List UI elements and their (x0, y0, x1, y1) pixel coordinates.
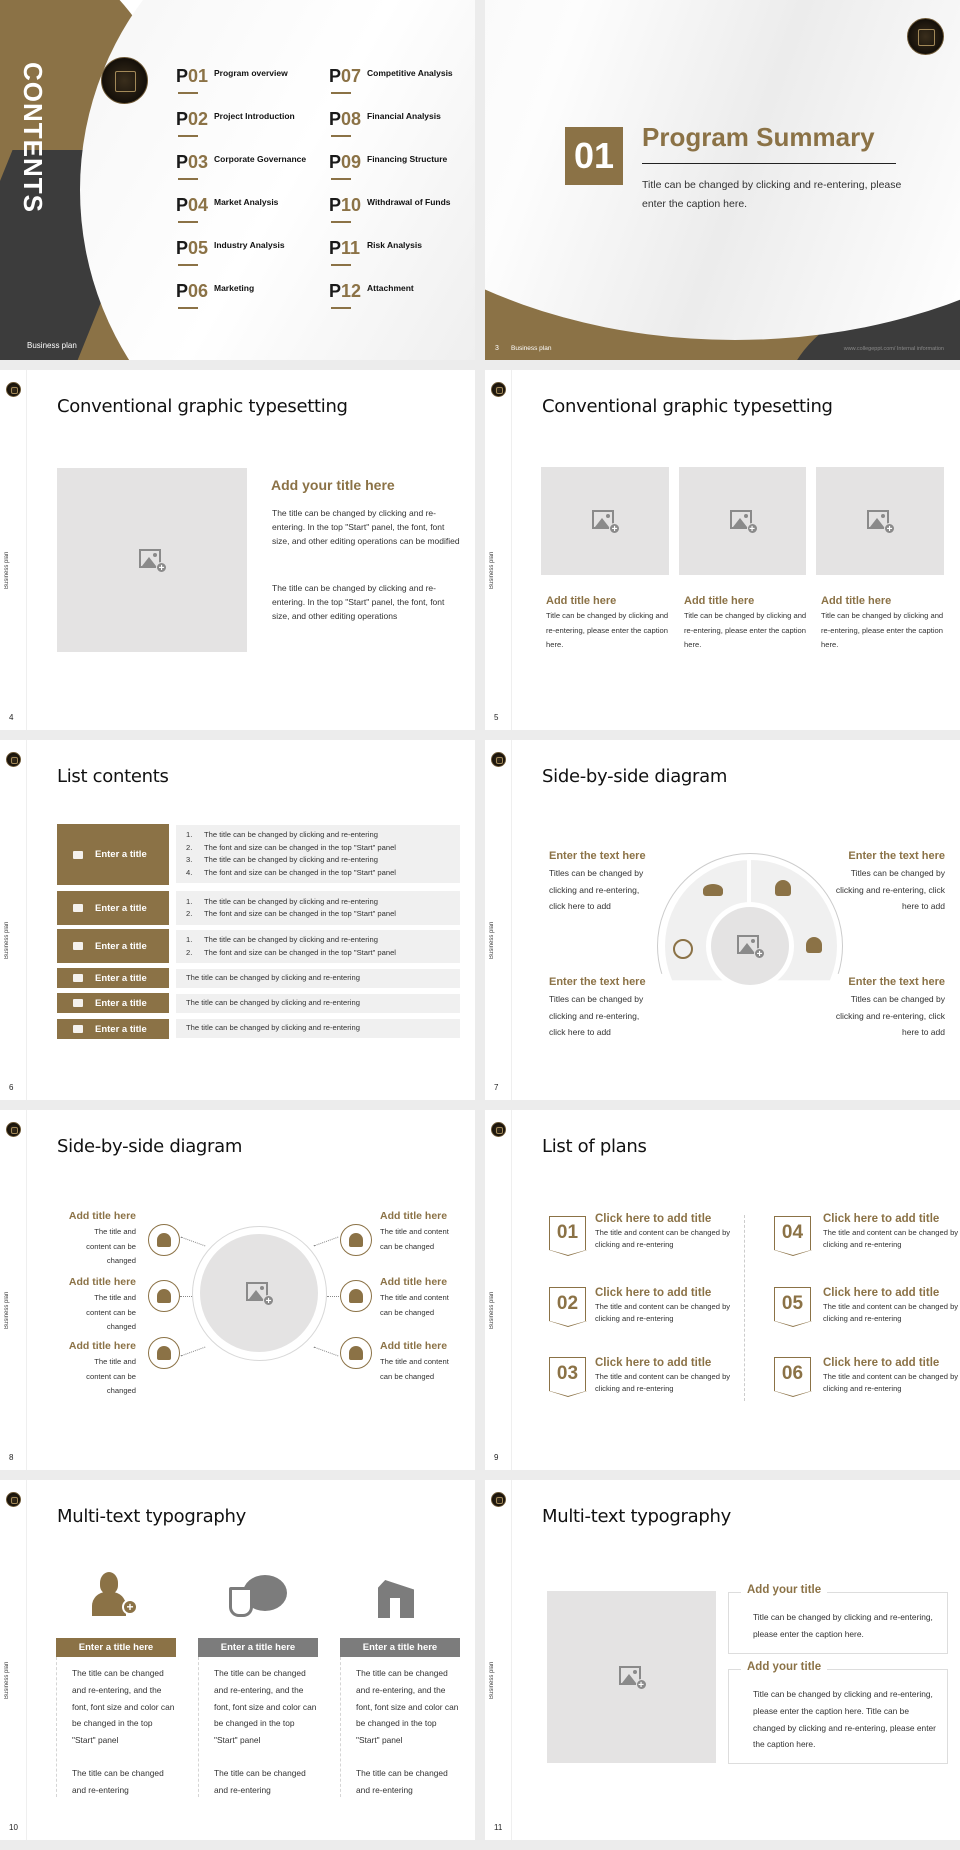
seal-logo-small (6, 1492, 21, 1507)
presentation-icon (73, 851, 83, 859)
page-number: 5 (494, 713, 499, 722)
side-label: Business plan (489, 1291, 495, 1329)
footer-label: Business plan (27, 341, 77, 350)
page-number: 6 (9, 1083, 14, 1092)
page-number: 11 (494, 1823, 503, 1832)
plan-number-badge: 02 (549, 1287, 586, 1321)
list-row-content[interactable]: The title can be changed by clicking and re-entering (176, 994, 460, 1013)
text-column[interactable]: Enter a title here The title can be changed and re-entering, and the font, font size and color can be changed in the top "Start" panel The title can be changed and re-entering (198, 1638, 318, 1797)
image-placeholder[interactable] (547, 1591, 716, 1763)
storefront-icon (340, 1337, 372, 1369)
person-icon (775, 880, 791, 896)
toc-item[interactable]: P01 Program overview (176, 66, 336, 102)
slide-list-contents[interactable] (0, 740, 475, 1100)
side-label: Business plan (489, 921, 495, 959)
footer-label: Business plan (511, 345, 552, 352)
slide-title[interactable]: Side-by-side diagram (542, 766, 728, 787)
card[interactable] (821, 595, 946, 653)
text-box[interactable]: Add your title Title can be changed by clicking and re-entering, please enter the caption here. Title can be changed by clicking and re-entering, please enter the caption here. (728, 1669, 948, 1764)
content-heading[interactable]: Add your title here (271, 477, 395, 493)
card-text: Title can be changed by clicking and re-entering, please enter the caption here. (821, 611, 944, 649)
list-row-label[interactable]: Enter a title (57, 824, 169, 885)
center-image-placeholder[interactable] (200, 1234, 318, 1352)
add-image-icon: + (737, 935, 763, 957)
text-block[interactable]: Add title here The title and content can be changed (380, 1276, 449, 1317)
plan-item[interactable]: Click here to add title The title and content can be changed by clicking and re-entering (823, 1287, 959, 1323)
list-row-label[interactable]: Enter a title (57, 891, 169, 925)
section-caption[interactable]: Title can be changed by clicking and re-entering, please enter the caption here. (642, 179, 902, 210)
text-block[interactable]: Enter the text here Titles can be changed by clicking and re-entering, click here to add (549, 976, 646, 1037)
plan-item[interactable]: Click here to add title The title and content can be changed by clicking and re-entering (823, 1213, 959, 1249)
users-icon (73, 904, 83, 912)
reader-icon (806, 937, 822, 953)
list-row-label[interactable]: Enter a title (57, 1019, 169, 1039)
side-label: Business plan (4, 921, 10, 959)
add-image-icon: + (730, 510, 756, 532)
team-icon (703, 884, 723, 896)
toc-item[interactable]: P08 Financial Analysis (329, 109, 475, 145)
plan-item[interactable]: Click here to add title The title and content can be changed by clicking and re-entering (595, 1287, 731, 1323)
title-divider (642, 163, 896, 164)
slide-title[interactable]: Multi-text typography (57, 1506, 246, 1527)
card[interactable] (546, 595, 671, 653)
plan-item[interactable]: Click here to add title The title and content can be changed by clicking and re-entering (595, 1357, 731, 1393)
slide-title[interactable]: Multi-text typography (542, 1506, 731, 1527)
column-header[interactable]: Enter a title here (198, 1638, 318, 1657)
slide-conventional-three[interactable] (485, 370, 960, 730)
page-number: 8 (9, 1453, 14, 1462)
team-icon (73, 999, 83, 1007)
slide-conventional-single[interactable] (0, 370, 475, 730)
text-block[interactable]: Add title here The title and content can be changed (68, 1340, 136, 1395)
toc-item[interactable]: P05 Industry Analysis (176, 238, 336, 274)
slide-multi-text-boxes[interactable] (485, 1480, 960, 1840)
slide-multi-text-columns[interactable] (0, 1480, 475, 1840)
toc-item[interactable]: P11 Risk Analysis (329, 238, 475, 274)
list-row-content[interactable]: The title can be changed by clicking and re-entering (176, 969, 460, 988)
hand-person-icon (73, 1025, 83, 1033)
document-icon (148, 1337, 180, 1369)
add-image-icon: + (246, 1282, 272, 1304)
person-add-icon: + (92, 1572, 140, 1618)
toc-item[interactable]: P09 Financing Structure (329, 152, 475, 188)
list-row-content[interactable]: 1. The title can be changed by clicking and re-entering 2. The font and size can be changed in the top "Start" panel (176, 930, 460, 963)
list-row-content[interactable]: 1. The title can be changed by clicking and re-entering 2. The font and size can be changed in the top "Start" panel 3. The title can be changed by clicking and re-entering 4. The font and size can be changed in the top "Start" panel (176, 825, 460, 883)
slide-circle-diagram[interactable] (0, 1110, 475, 1470)
list-row-label[interactable]: Enter a title (57, 929, 169, 963)
card-title: Add title here (821, 595, 892, 607)
list-row-label[interactable]: Enter a title (57, 968, 169, 988)
text-block[interactable]: Add title here The title and content can be changed (380, 1210, 449, 1251)
pie-chart-icon (229, 1575, 277, 1621)
page-number: 4 (9, 713, 14, 722)
university-seal-logo (101, 57, 148, 104)
slide-title[interactable]: List contents (57, 766, 169, 787)
side-label: Business plan (4, 1661, 10, 1699)
image-placeholder[interactable] (816, 467, 944, 575)
person-mail-icon (340, 1224, 372, 1256)
person-add-icon (148, 1224, 180, 1256)
section-number-badge: 01 (565, 127, 623, 185)
seal-logo-small (491, 1122, 506, 1137)
center-image-placeholder[interactable] (711, 907, 789, 985)
page-number: 3 (495, 345, 499, 352)
plan-number-badge: 04 (774, 1216, 811, 1250)
bar-chart-icon (73, 974, 83, 982)
seal-logo-small (6, 752, 21, 767)
side-label: Business plan (489, 551, 495, 589)
text-block[interactable]: Add title here The title and content can be changed (68, 1210, 136, 1265)
card-text: Title can be changed by clicking and re-entering, please enter the caption here. (546, 611, 669, 649)
add-image-icon: + (867, 510, 893, 532)
text-block[interactable]: Add title here The title and content can be changed (68, 1276, 136, 1331)
page-number: 10 (9, 1823, 18, 1832)
image-placeholder[interactable] (679, 467, 806, 575)
seal-logo-small (491, 752, 506, 767)
seal-logo-small (491, 382, 506, 397)
plan-number-badge: 01 (549, 1216, 586, 1250)
column-header[interactable]: Enter a title here (56, 1638, 176, 1657)
add-image-icon: + (139, 549, 165, 571)
toc-item[interactable]: P07 Competitive Analysis (329, 66, 475, 102)
plan-item[interactable]: Click here to add title The title and content can be changed by clicking and re-entering (595, 1213, 731, 1249)
card-title: Add title here (684, 595, 755, 607)
text-column[interactable]: Enter a title here The title can be changed and re-entering, and the font, font size and color can be changed in the top "Start" panel The title can be changed and re-entering (340, 1638, 460, 1797)
side-label: Business plan (4, 1291, 10, 1329)
contents-heading: CONTENTS (18, 62, 48, 213)
plan-number-badge: 05 (774, 1287, 811, 1321)
text-box[interactable]: Add your title Title can be changed by clicking and re-entering, please enter the caption here. (728, 1592, 948, 1654)
shield-icon (73, 942, 83, 950)
toc-item[interactable]: P10 Withdrawal of Funds (329, 195, 475, 231)
seal-logo-small (6, 1122, 21, 1137)
slide-title[interactable]: List of plans (542, 1136, 647, 1157)
footer-url: www.collegeppt.com/ Internal information (843, 346, 944, 352)
slide-list-of-plans[interactable] (485, 1110, 960, 1470)
storefront-icon (376, 1572, 424, 1618)
add-image-icon: + (619, 1666, 645, 1688)
toc-item[interactable]: P06 Marketing (176, 281, 336, 317)
text-block[interactable]: Enter the text here Titles can be changed by clicking and re-entering, click here to add (835, 850, 945, 911)
image-placeholder[interactable] (57, 468, 247, 652)
person-cycle-icon (673, 939, 693, 959)
slide-title[interactable]: Conventional graphic typesetting (542, 396, 833, 417)
slide-program-summary[interactable] (485, 0, 960, 360)
content-paragraph[interactable]: The title can be changed by clicking and re-entering. In the top "Start" panel, the font, font size, and other editing operations can be modified (272, 508, 460, 546)
page-number: 9 (494, 1453, 499, 1462)
seal-logo-small (6, 382, 21, 397)
qr-scan-icon (340, 1280, 372, 1312)
page-number: 7 (494, 1083, 499, 1092)
toc-item[interactable]: P12 Attachment (329, 281, 475, 317)
text-block[interactable]: Enter the text here Titles can be changed by clicking and re-entering, click here to add (835, 976, 945, 1037)
section-title[interactable]: Program Summary (642, 122, 875, 152)
plan-item[interactable]: Click here to add title The title and content can be changed by clicking and re-entering (823, 1357, 959, 1393)
list-row-label[interactable]: Enter a title (57, 993, 169, 1013)
slide-contents[interactable] (0, 0, 475, 360)
university-seal-logo (907, 18, 944, 55)
card-text: Title can be changed by clicking and re-entering, please enter the caption here. (684, 611, 807, 649)
card[interactable] (684, 595, 809, 653)
slide-ring-diagram[interactable] (485, 740, 960, 1100)
plan-number-badge: 06 (774, 1357, 811, 1391)
side-label: Business plan (4, 551, 10, 589)
side-label: Business plan (489, 1661, 495, 1699)
content-paragraph[interactable]: The title can be changed by clicking and re-entering. In the top "Start" panel, the font, font size, and other editing operations (272, 583, 445, 621)
image-placeholder[interactable] (541, 467, 669, 575)
background-swoosh (485, 0, 960, 340)
toc-item[interactable]: P02 Project Introduction (176, 109, 336, 145)
column-header[interactable]: Enter a title here (340, 1638, 460, 1657)
seal-logo-small (491, 1492, 506, 1507)
slide-title[interactable]: Side-by-side diagram (57, 1136, 243, 1157)
list-row-content[interactable]: 1. The title can be changed by clicking and re-entering 2. The font and size can be changed in the top "Start" panel (176, 891, 460, 925)
text-column[interactable]: Enter a title here The title can be changed and re-entering, and the font, font size and color can be changed in the top "Start" panel The title can be changed and re-entering (56, 1638, 176, 1797)
toc-item[interactable]: P03 Corporate Governance (176, 152, 336, 188)
slide-title[interactable]: Conventional graphic typesetting (57, 396, 348, 417)
list-row-content[interactable]: The title can be changed by clicking and re-entering (176, 1019, 460, 1038)
text-block[interactable]: Add title here The title and content can be changed (380, 1340, 449, 1381)
add-image-icon: + (592, 510, 618, 532)
text-block[interactable]: Enter the text here Titles can be changed by clicking and re-entering, click here to add (549, 850, 646, 911)
pie-chart-icon (148, 1280, 180, 1312)
center-divider (744, 1215, 745, 1401)
card-title: Add title here (546, 595, 617, 607)
plan-number-badge: 03 (549, 1357, 586, 1391)
toc-item[interactable]: P04 Market Analysis (176, 195, 336, 231)
